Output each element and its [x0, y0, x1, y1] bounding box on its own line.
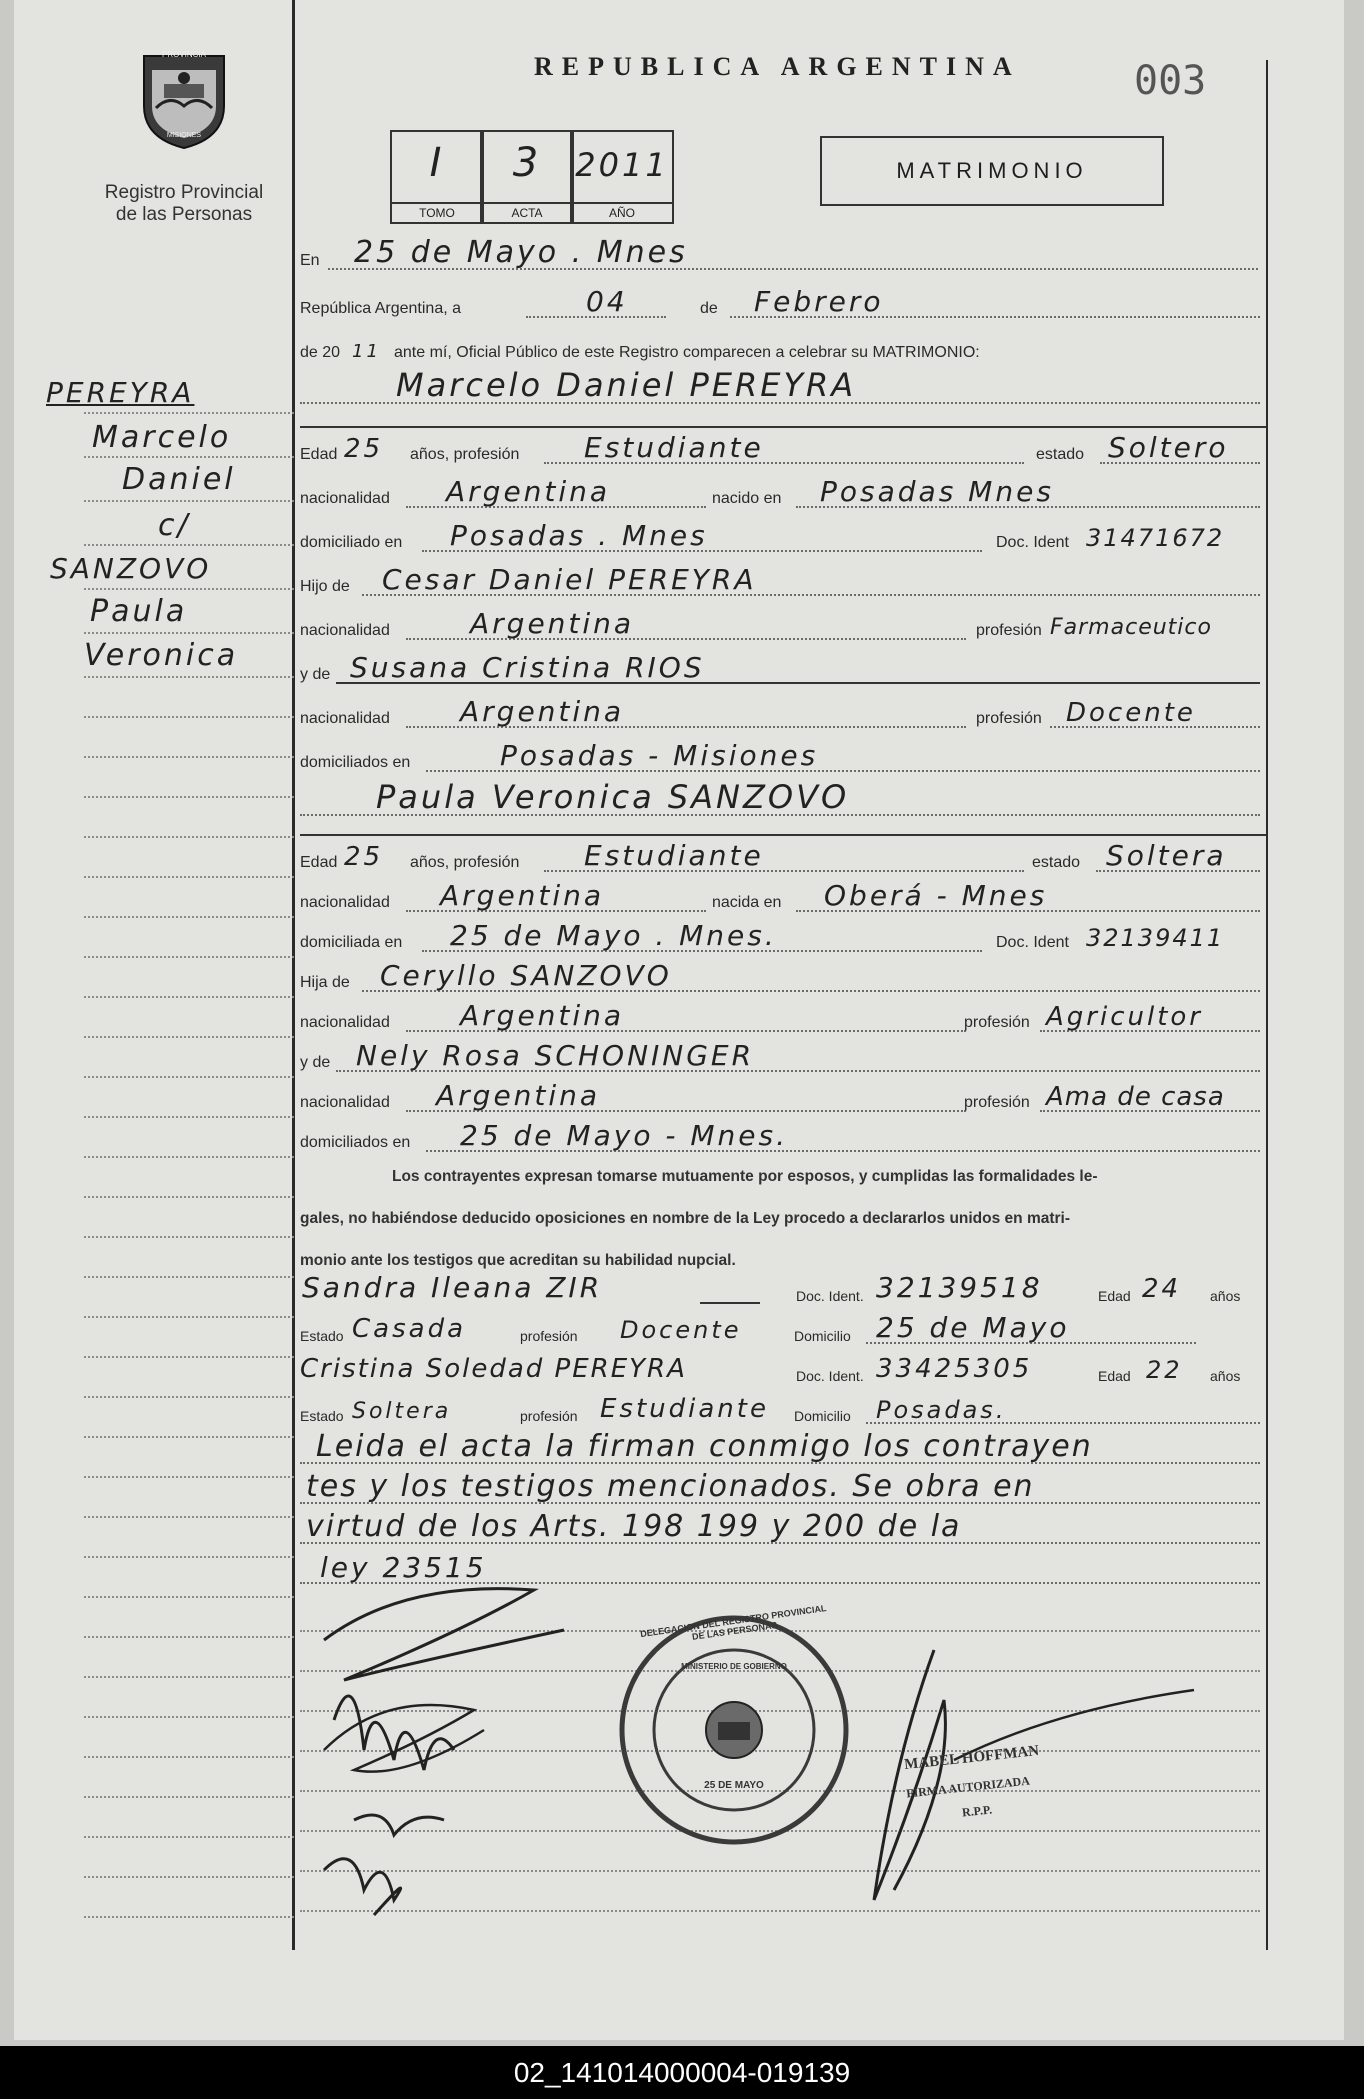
padres-dom-label: domiciliados en: [300, 754, 411, 771]
cierre-line4: ley 23515: [320, 1551, 487, 1584]
witness2-edad: 22: [1146, 1356, 1183, 1384]
stamp-line3: R.P.P.: [961, 1802, 993, 1820]
anio-cell: [570, 130, 674, 224]
cierre-row: [300, 1430, 1260, 1470]
witness1-estado-label: Estado: [300, 1328, 344, 1344]
edad-label: Edad: [300, 446, 338, 463]
right-border: [1266, 60, 1268, 1950]
date-row: [300, 284, 1260, 324]
padre-prof-label: profesión: [976, 622, 1042, 639]
margin-rule: [84, 1436, 294, 1438]
witness1-detail-row: [300, 1310, 1260, 1350]
margin-rule: [84, 1276, 294, 1278]
ante-row: [300, 328, 1260, 368]
margin-surname-1: PEREYRA: [46, 376, 195, 409]
year-prefix: de 20: [300, 344, 341, 361]
margin-rule: [84, 996, 294, 998]
acta-cell: [480, 130, 574, 224]
margin-name-1a: Marcelo: [92, 420, 232, 455]
day-value: 04: [586, 285, 628, 318]
margin-rule: [84, 836, 294, 838]
witness1-edad-label: Edad: [1098, 1288, 1131, 1304]
padre-nac-label: nacionalidad: [300, 622, 390, 639]
witness2-doc: 33425305: [876, 1354, 1033, 1384]
bride-profesion: Estudiante: [584, 839, 764, 872]
witness2-name: Cristina Soledad PEREYRA: [300, 1354, 687, 1384]
margin-rule: [84, 1916, 294, 1918]
bride-edad: 25: [344, 842, 384, 872]
witness1-row: [300, 1270, 1260, 1310]
groom-madre-prof: Docente: [1066, 698, 1196, 728]
cierre-line3: virtud de los Arts. 198 199 y 200 de la: [306, 1509, 962, 1544]
bride-padre-row: [300, 958, 1260, 998]
margin-rule: [84, 1076, 294, 1078]
estado-label: estado: [1036, 446, 1085, 463]
margin-rule: [84, 544, 294, 546]
madre-prof-label: profesión: [964, 1094, 1030, 1111]
de-label: de: [700, 300, 718, 317]
margin-rule: [84, 1836, 294, 1838]
witness2-estado-label: Estado: [300, 1408, 344, 1424]
stamp-line2: FIRMA AUTORIZADA: [905, 1773, 1031, 1801]
anio-value: 2011: [575, 146, 669, 184]
margin-rule: [84, 916, 294, 918]
bride-name-row: [300, 778, 1260, 822]
nacido-label: nacido en: [712, 490, 782, 507]
en-label: En: [300, 252, 320, 269]
witness2-prof-label: profesión: [520, 1408, 578, 1424]
margin-surname-2: SANZOVO: [50, 552, 212, 585]
doc-label: Doc. Ident: [996, 934, 1069, 951]
bride-domicilio: 25 de Mayo . Mnes.: [450, 919, 777, 952]
tomo-label: TOMO: [392, 202, 482, 222]
witness2-edad-label: Edad: [1098, 1368, 1131, 1384]
estado-label: estado: [1032, 854, 1081, 871]
y-de-label: y de: [300, 666, 331, 683]
tomo-value: I: [429, 140, 445, 186]
groom-nacido-en: Posadas Mnes: [820, 475, 1054, 508]
margin-rule: [84, 1156, 294, 1158]
cierre-line2: tes y los testigos mencionados. Se obra en: [306, 1469, 1035, 1504]
margin-rule: [84, 412, 294, 414]
bride-nac-row: [300, 878, 1260, 918]
margin-rule: [84, 1596, 294, 1598]
groom-divider: [300, 426, 1266, 428]
margin-rule: [84, 1636, 294, 1638]
witness1-dom-label: Domicilio: [794, 1328, 851, 1344]
bride-padres-dom-row: [300, 1118, 1260, 1158]
nacida-label: nacida en: [712, 894, 782, 911]
madre-prof-label: profesión: [976, 710, 1042, 727]
margin-rule: [84, 632, 294, 634]
certificate-page: [14, 0, 1344, 2040]
bride-nacionalidad: Argentina: [440, 879, 605, 912]
margin-rule: [84, 1396, 294, 1398]
groom-full-name: Marcelo Daniel PEREYRA: [396, 366, 857, 404]
padre-nac-label: nacionalidad: [300, 1014, 390, 1031]
bride-doc: 32139411: [1086, 924, 1225, 952]
tomo-cell: [390, 130, 484, 224]
margin-rule: [84, 1756, 294, 1758]
logo-text-top: PROVINCIA: [161, 50, 206, 59]
margin-rule: [84, 1476, 294, 1478]
margin-rule: [84, 756, 294, 758]
year-suffix: 11: [352, 341, 381, 362]
witness1-domicilio: 25 de Mayo: [876, 1311, 1070, 1344]
province-logo: [134, 46, 234, 150]
acta-value: 3: [512, 140, 542, 186]
bride-padre-nac-row: [300, 998, 1260, 1038]
groom-padre-prof: Farmaceutico: [1050, 615, 1212, 640]
margin-rule: [84, 716, 294, 718]
groom-padre: Cesar Daniel PEREYRA: [382, 563, 757, 596]
declaracion-line3: monio ante los testigos que acreditan su habilidad nupcial.: [300, 1252, 736, 1269]
groom-madre: Susana Cristina RIOS: [350, 651, 705, 684]
witness1-doc: 32139518: [876, 1271, 1043, 1304]
hija-label: Hija de: [300, 974, 350, 991]
stamp-name: MABEL HOFFMAN: [903, 1742, 1040, 1774]
groom-domicilio: Posadas . Mnes: [450, 519, 708, 552]
hijo-label: Hijo de: [300, 578, 350, 595]
witness1-profesion: Docente: [620, 1316, 742, 1344]
madre-nac-label: nacionalidad: [300, 1094, 390, 1111]
margin-name-2a: Paula: [90, 594, 188, 629]
groom-nac-row: [300, 474, 1260, 514]
witness1-estado: Casada: [352, 1314, 467, 1344]
bride-nacida-en: Oberá - Mnes: [824, 879, 1048, 912]
groom-madre-nac-row: [300, 694, 1260, 734]
margin-name-1b: Daniel: [122, 462, 236, 497]
groom-padres-dom-row: [300, 738, 1260, 778]
margin-rule: [84, 500, 294, 502]
groom-dom-row: [300, 518, 1260, 558]
bride-dom-row: [300, 918, 1260, 958]
madre-nac-label: nacionalidad: [300, 710, 390, 727]
act-type: MATRIMONIO: [896, 158, 1088, 183]
bride-divider: [300, 834, 1266, 836]
groom-profesion: Estudiante: [584, 431, 764, 464]
handwritten-signatures: [284, 1570, 604, 1930]
bride-padre: Ceryllo SANZOVO: [380, 959, 672, 992]
groom-name-row: [300, 366, 1260, 410]
witness1-edad: 24: [1142, 1274, 1182, 1304]
official-seal: [614, 1603, 854, 1850]
document-id-footer: 02_141014000004-019139: [0, 2046, 1364, 2099]
anio-label: AÑO: [572, 202, 672, 222]
registry-name-line1: Registro Provincial: [104, 182, 264, 203]
bride-full-name: Paula Veronica SANZOVO: [376, 778, 850, 816]
anos-profesion-label: años, profesión: [410, 446, 520, 463]
ante-mi-text: ante mí, Oficial Público de este Registro comparecen a celebrar su MATRIMONIO:: [394, 344, 980, 361]
seal-city: 25 DE MAYO: [704, 1780, 764, 1791]
witness1-doc-label: Doc. Ident.: [796, 1288, 864, 1304]
groom-padre-nac: Argentina: [470, 607, 635, 640]
witness2-detail-row: [300, 1390, 1260, 1430]
signatures-left: [284, 1570, 604, 1930]
witness1-name: Sandra Ileana ZIR: [302, 1271, 603, 1304]
bride-madre: Nely Rosa SCHONINGER: [356, 1039, 755, 1072]
margin-rule: [84, 676, 294, 678]
witness2-profesion: Estudiante: [600, 1394, 769, 1424]
margin-rule: [84, 588, 294, 590]
groom-estado: Soltero: [1108, 431, 1229, 464]
witness2-domicilio: Posadas.: [876, 1396, 1007, 1424]
margin-connector: c/: [158, 508, 191, 543]
margin-rule: [84, 1516, 294, 1518]
place-row: [300, 236, 1260, 276]
padres-dom-label: domiciliados en: [300, 1134, 411, 1151]
groom-padre-nac-row: [300, 606, 1260, 646]
margin-rule: [84, 1356, 294, 1358]
margin-rule: [84, 1316, 294, 1318]
official-signature: [834, 1640, 1214, 1920]
witness2-dom-label: Domicilio: [794, 1408, 851, 1424]
margin-rule: [84, 1876, 294, 1878]
seal-outer-text: DELEGACION DEL REGISTRO PROVINCIAL DE LAS PERSONAS: [639, 1603, 828, 1642]
groom-doc: 31471672: [1086, 524, 1225, 552]
groom-madre-row: [300, 650, 1260, 690]
seal-inner-text: MINISTERIO DE GOBIERNO: [681, 1662, 787, 1671]
witness1-anos-label: años: [1210, 1288, 1241, 1304]
witness1-prof-label: profesión: [520, 1328, 578, 1344]
margin-rule: [84, 1716, 294, 1718]
margin-rule: [84, 1236, 294, 1238]
cierre-row: [300, 1510, 1260, 1550]
witness1-underline: [700, 1302, 760, 1304]
act-type-box: [820, 136, 1164, 206]
margin-rule: [84, 1196, 294, 1198]
groom-madre-nac: Argentina: [460, 695, 625, 728]
witness2-anos-label: años: [1210, 1368, 1241, 1384]
republica-label: República Argentina, a: [300, 300, 461, 317]
bride-padres-dom: 25 de Mayo - Mnes.: [460, 1119, 788, 1152]
bride-madre-row: [300, 1038, 1260, 1078]
bride-madre-nac-row: [300, 1078, 1260, 1118]
margin-rule: [84, 876, 294, 878]
acta-label: ACTA: [482, 202, 572, 222]
domicilio-label: domiciliado en: [300, 534, 403, 551]
margin-rule: [84, 1676, 294, 1678]
declaracion-line1: Los contrayentes expresan tomarse mutuamente por esposos, y cumplidas las formalidades le-: [392, 1168, 1098, 1185]
domicilio-label: domiciliada en: [300, 934, 403, 951]
groom-padre-row: [300, 562, 1260, 602]
cierre-line1: Leida el acta la firman conmigo los contrayen: [316, 1429, 1093, 1464]
margin-rule: [84, 1556, 294, 1558]
margin-rule: [84, 456, 294, 458]
groom-nacionalidad: Argentina: [446, 475, 611, 508]
groom-edad-row: [300, 430, 1260, 470]
bride-edad-row: [300, 838, 1260, 878]
cierre-row: [300, 1470, 1260, 1510]
logo-text-bottom: MISIONES: [166, 132, 202, 139]
margin-rule: [84, 796, 294, 798]
margin-rule: [84, 1116, 294, 1118]
margin-rule: [84, 1796, 294, 1798]
bride-padre-prof: Agricultor: [1046, 1002, 1203, 1032]
place-value: 25 de Mayo . Mnes: [354, 235, 688, 270]
registry-name-line2: de las Personas: [115, 204, 253, 225]
bride-padre-nac: Argentina: [460, 999, 625, 1032]
margin-rule: [84, 1036, 294, 1038]
witness2-doc-label: Doc. Ident.: [796, 1368, 864, 1384]
doc-label: Doc. Ident: [996, 534, 1069, 551]
margin-name-2b: Veronica: [84, 638, 239, 673]
nacionalidad-label: nacionalidad: [300, 894, 390, 911]
groom-padres-dom: Posadas - Misiones: [500, 739, 819, 772]
nacionalidad-label: nacionalidad: [300, 490, 390, 507]
anos-profesion-label: años, profesión: [410, 854, 520, 871]
bride-madre-nac: Argentina: [436, 1079, 601, 1112]
margin-rule: [84, 956, 294, 958]
witness2-estado: Soltera: [352, 1399, 452, 1424]
bride-madre-prof: Ama de casa: [1046, 1082, 1225, 1112]
page-number: 003: [1134, 58, 1207, 104]
padre-prof-label: profesión: [964, 1014, 1030, 1031]
y-de-label: y de: [300, 1054, 331, 1071]
country-title: REPUBLICA ARGENTINA: [534, 52, 1021, 81]
bride-estado: Soltera: [1106, 839, 1227, 872]
groom-edad: 25: [344, 434, 384, 464]
month-value: Febrero: [754, 285, 884, 318]
edad-label: Edad: [300, 854, 338, 871]
witness2-row: [300, 1350, 1260, 1390]
declaracion-line2: gales, no habiéndose deducido oposiciones en nombre de la Ley procedo a declararlos unidos en matri-: [300, 1210, 1071, 1227]
